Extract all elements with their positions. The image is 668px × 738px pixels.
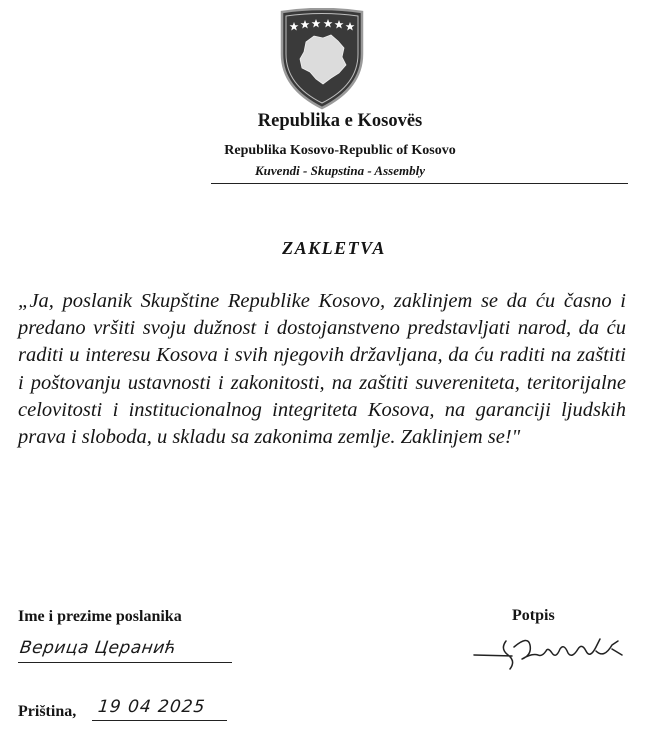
name-line bbox=[18, 662, 232, 663]
handwritten-signature bbox=[472, 625, 632, 673]
handwritten-name: Верица Церанић bbox=[18, 638, 178, 658]
document-title: ZAKLETVA bbox=[282, 238, 386, 258]
signature-label: Potpis bbox=[512, 607, 555, 624]
header-divider bbox=[211, 183, 628, 184]
header-country-name-translations: Republika Kosovo-Republic of Kosovo bbox=[224, 143, 456, 158]
date-line bbox=[92, 720, 227, 721]
kosovo-coat-of-arms-icon bbox=[276, 8, 368, 110]
header-country-name: Republika e Kosovës bbox=[257, 111, 423, 131]
handwritten-date: 19 04 2025 bbox=[96, 697, 207, 717]
oath-text: „Ja, poslanik Skupštine Republike Kosovo, zaklinjem se da ću časno i predano vršiti svoju dužnost i dostojanstveno predstavljati narod, da ću raditi u interesu Kosova i svih njegovih državljana, da ću raditi na zaštiti i poštovanju ustavnosti i zakonitosti, na zaštiti suvereniteta, teritorijalne celovitosti i institucionalnog integriteta Kosova, na garanciji ljudskih prava i sloboda, u skladu sa zakonima zemlje. Zaklinjem se!" bbox=[18, 290, 626, 449]
place-label: Priština, bbox=[18, 703, 77, 720]
name-label: Ime i prezime poslanika bbox=[18, 608, 182, 625]
header-assembly: Kuvendi - Skupstina - Assembly bbox=[255, 163, 425, 178]
